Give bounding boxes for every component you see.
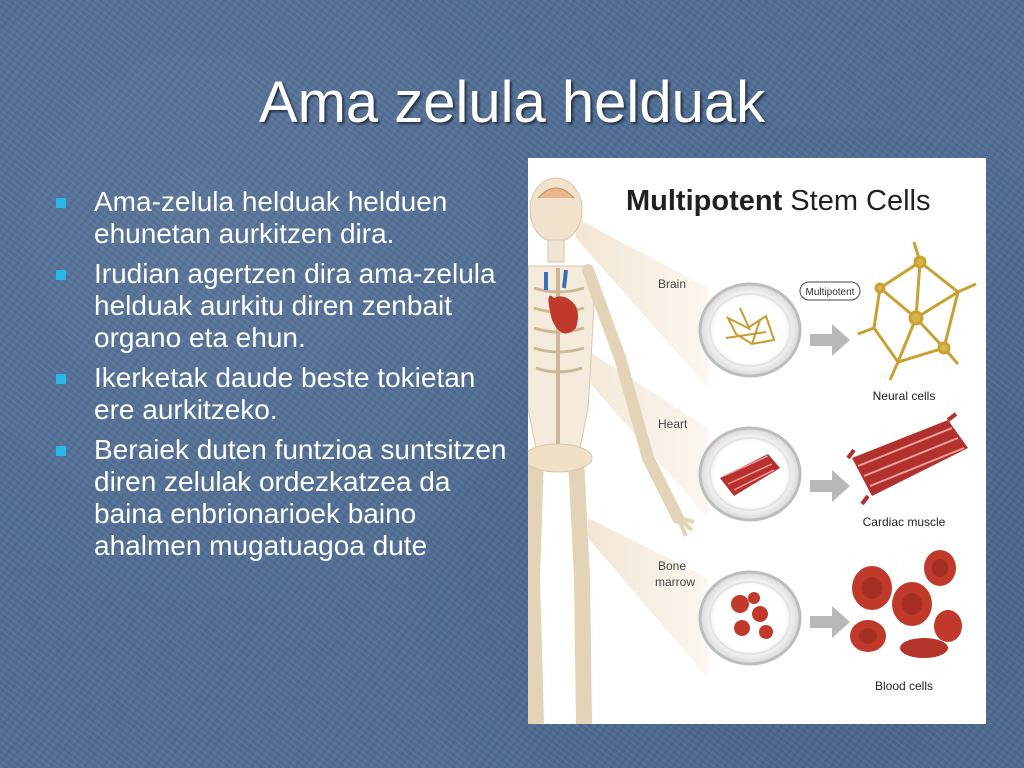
figure-title-bold: Multipotent	[626, 185, 783, 217]
cardiac-muscle-icon	[848, 414, 968, 504]
bullet-item	[52, 434, 522, 562]
brain-petri-dish-icon	[700, 284, 800, 376]
square-bullet-icon	[56, 270, 66, 280]
multipotent-badge-text: Multipotent	[805, 287, 855, 298]
neural-cells-icon	[858, 242, 976, 380]
bullet-item	[52, 362, 522, 426]
bullet-text: Ikerketak daude beste tokietan ere aurkitzeko.	[94, 362, 476, 425]
square-bullet-icon	[56, 198, 66, 208]
bullet-text: Beraiek duten funtzioa suntsitzen diren zelulak ordezkatzea da baina enbrionarioek baino ahalmen mugatuagoa dute	[94, 434, 507, 561]
arrow-right-icon	[810, 606, 850, 638]
bullet-text: Ama-zelula helduak helduen ehunetan aurkitzen dira.	[94, 186, 448, 249]
square-bullet-icon	[56, 374, 66, 384]
bullet-item	[52, 258, 522, 354]
blood-cells-icon	[850, 550, 962, 658]
heart-label: Heart	[658, 417, 688, 431]
bone-marrow-label-line1: Bone	[658, 559, 687, 573]
neural-cells-label: Neural cells	[872, 389, 936, 403]
arrow-right-icon	[810, 470, 850, 502]
blood-cells-label: Blood cells	[874, 679, 934, 693]
heart-petri-dish-icon	[700, 428, 800, 520]
marrow-beam	[588, 518, 708, 678]
bone-marrow-label-line2: marrow	[655, 575, 696, 589]
figure-title-rest: Stem Cells	[782, 185, 931, 217]
figure-title	[626, 185, 931, 217]
cardiac-muscle-label: Cardiac muscle	[862, 515, 946, 529]
brain-label: Brain	[658, 277, 687, 291]
bullet-text: Irudian agertzen dira ama-zelula helduak aurkitu diren zenbait organo eta ehun.	[94, 258, 496, 353]
bullet-item	[52, 186, 522, 250]
multipotent-stem-cells-figure	[528, 158, 986, 724]
stem-cells-illustration	[528, 158, 986, 724]
slide-title: Ama zelula helduak	[258, 70, 766, 135]
arrow-right-icon	[810, 324, 850, 356]
marrow-petri-dish-icon	[700, 572, 800, 664]
square-bullet-icon	[56, 446, 66, 456]
bullet-list	[52, 186, 522, 570]
